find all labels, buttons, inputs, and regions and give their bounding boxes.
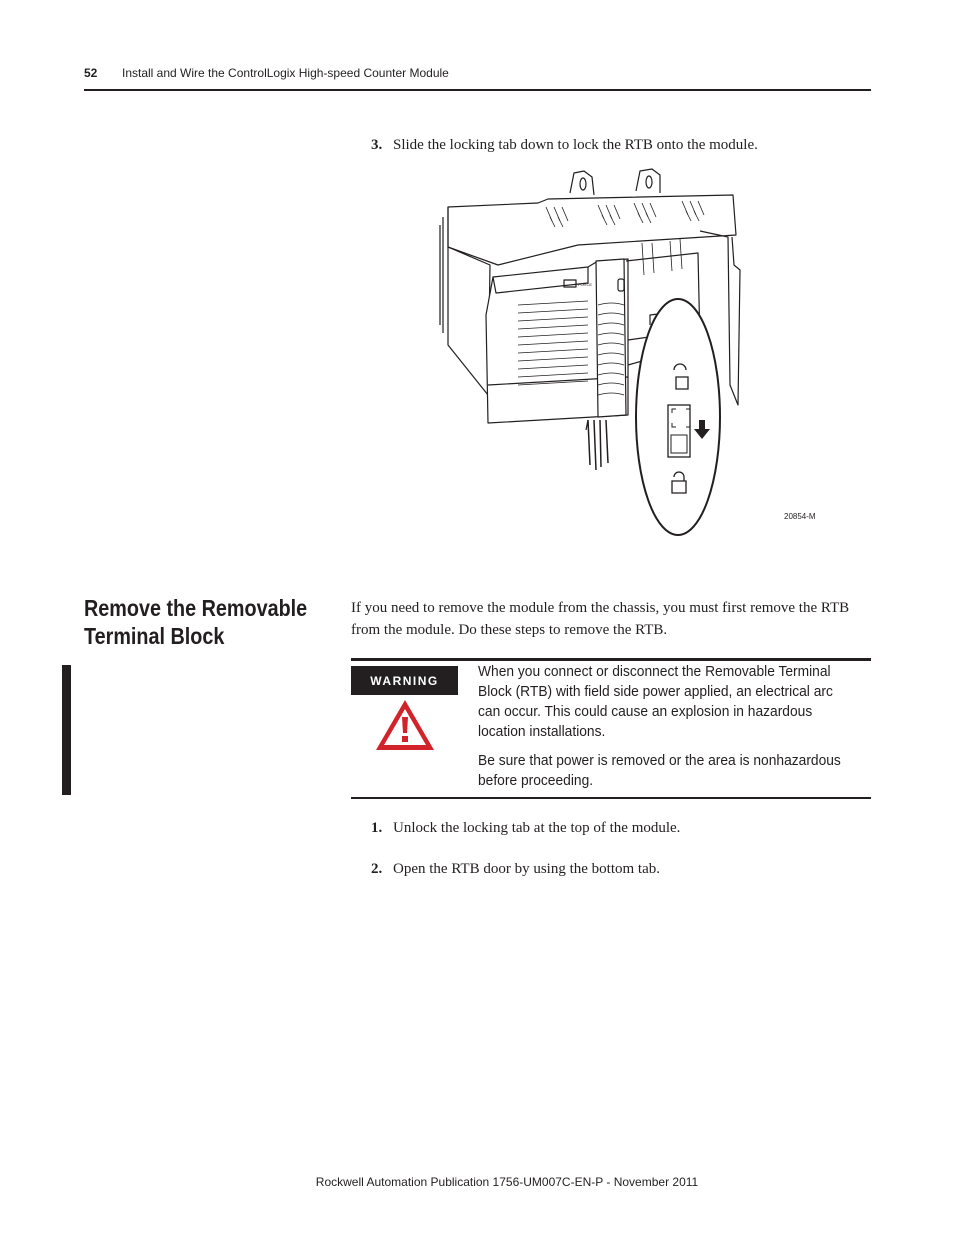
page-footer	[0, 1175, 954, 1189]
step-number: 1.	[371, 820, 383, 836]
header-rule	[84, 89, 871, 91]
page-number: 52	[84, 66, 98, 80]
mounting-ear-right	[636, 169, 660, 193]
warning-triangle-icon	[375, 699, 435, 751]
mounting-ear-left	[570, 171, 594, 195]
warning-badge: WARNING	[351, 666, 458, 695]
warning-bottom-rule	[351, 797, 871, 799]
chassis-outline	[448, 195, 736, 265]
warning-paragraph-2: Be sure that power is removed or the area is nonhazardous before proceeding.	[478, 752, 841, 789]
step-3	[371, 136, 831, 156]
warning-text	[478, 662, 878, 791]
step-text: Open the RTB door by using the bottom tab.	[393, 861, 660, 877]
step-text: Slide the locking tab down to lock the RTB onto the module.	[393, 137, 758, 153]
change-bar	[62, 665, 71, 795]
step-text: Unlock the locking tab at the top of the module.	[393, 820, 681, 836]
rtb-locking-figure	[438, 165, 828, 540]
warning-paragraph-1: When you connect or disconnect the Removable Terminal Block (RTB) with field side power applied, an electrical arc can occur. This could cause an explosion in hazardous location installations.	[478, 663, 833, 740]
svg-text:FORCE: FORCE	[578, 282, 592, 287]
figure-id: 20854-M	[784, 512, 816, 521]
section-title: Remove the Removable Terminal Block	[84, 595, 308, 649]
step-2	[371, 860, 831, 880]
locking-tab-detail-callout	[636, 299, 720, 535]
step-1	[371, 819, 831, 839]
warning-top-rule	[351, 658, 871, 661]
section-intro: If you need to remove the module from the chassis, you must first remove the RTB from the module. Do these steps to remove the RTB.	[351, 600, 850, 638]
step-number: 2.	[371, 861, 383, 877]
publication-footer: Rockwell Automation Publication 1756-UM007C-EN-P - November 2011	[315, 1175, 699, 1189]
running-header-title: Install and Wire the ControlLogix High-speed Counter Module	[122, 66, 449, 80]
step-number: 3.	[371, 137, 383, 153]
